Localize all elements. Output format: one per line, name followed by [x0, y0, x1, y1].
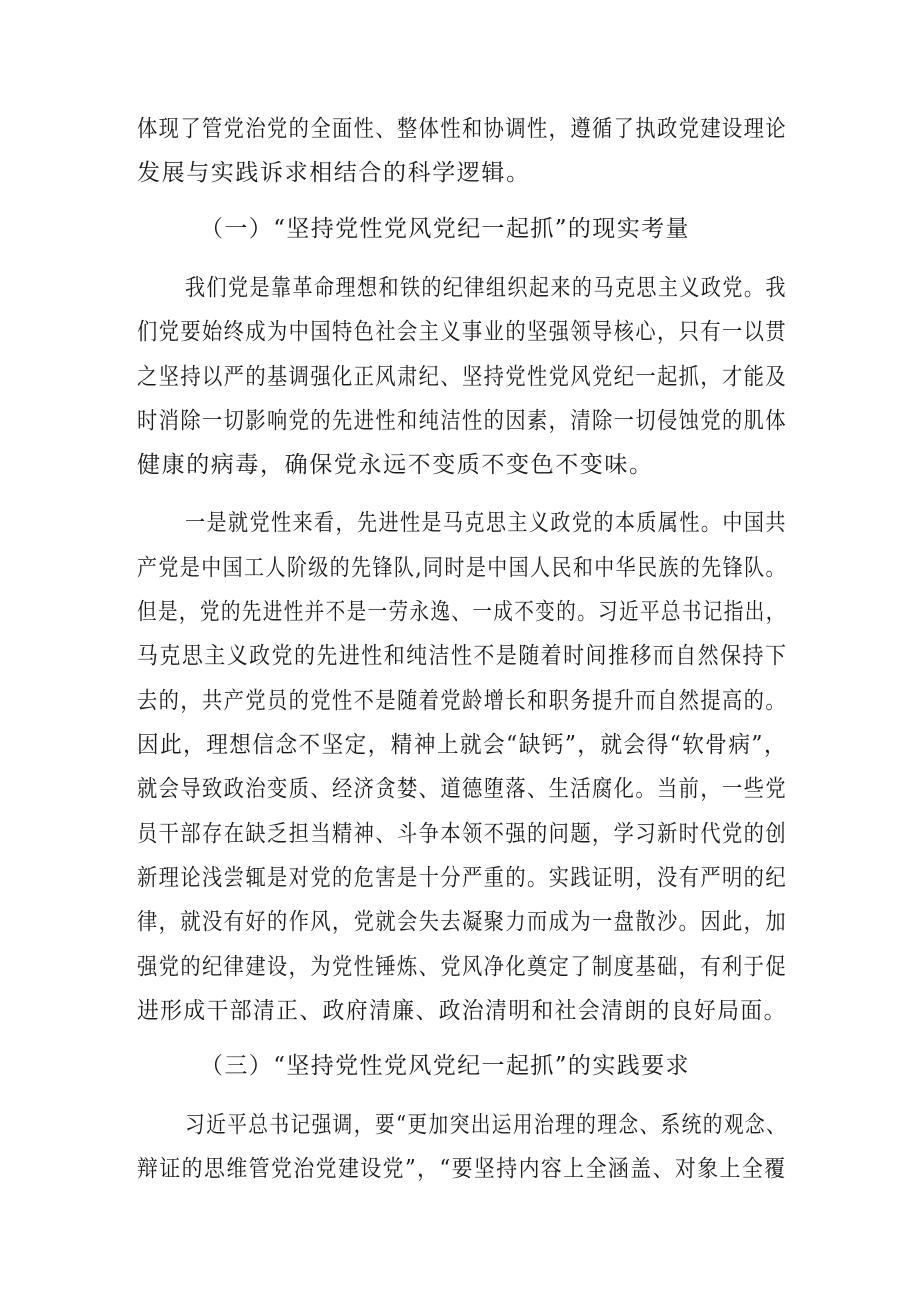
paragraph-line: 辩证的思维管党治党建设党”，“要坚持内容上全涵盖、对象上全覆 — [137, 1156, 787, 1182]
paragraph-line: 但是，党的先进性并不是一劳永逸、一成不变的。习近平总书记指出， — [137, 599, 787, 625]
paragraph-line: 新理论浅尝辄是对党的危害是十分严重的。实践证明，没有严明的纪 — [137, 865, 787, 891]
paragraph-line: 们党要始终成为中国特色社会主义事业的坚强领导核心，只有一以贯 — [137, 319, 787, 345]
paragraph-line: 强党的纪律建设，为党性锤炼、党风净化奠定了制度基础，有利于促 — [137, 954, 787, 980]
section-heading: （一）“坚持党性党风党纪一起抓”的现实考量 — [200, 216, 690, 242]
paragraph-line: 发展与实践诉求相结合的科学逻辑。 — [137, 160, 531, 186]
paragraph-line: 我们党是靠革命理想和铁的纪律组织起来的马克思主义政党。我 — [185, 275, 787, 301]
paragraph-line: 之坚持以严的基调强化正风肃纪、坚持党性党风党纪一起抓，才能及 — [137, 364, 787, 390]
paragraph-line: 产党是中国工人阶级的先锋队,同时是中国人民和中华民族的先锋队。 — [137, 555, 787, 581]
paragraph-line: 马克思主义政党的先进性和纯洁性不是随着时间推移而自然保持下 — [137, 643, 788, 669]
paragraph-line: 健康的病毒，确保党永远不变质不变色不变味。 — [137, 452, 654, 478]
paragraph-line: 去的，共产党员的党性不是随着党龄增长和职务提升而自然提高的。 — [137, 688, 787, 714]
paragraph-line: 律，就没有好的作风，党就会失去凝聚力而成为一盘散沙。因此，加 — [137, 909, 787, 935]
paragraph-line: 一是就党性来看，先进性是马克思主义政党的本质属性。中国共 — [185, 510, 787, 536]
paragraph-line: 体现了管党治党的全面性、整体性和协调性，遵循了执政党建设理论 — [137, 116, 787, 142]
paragraph-line: 因此，理想信念不坚定，精神上就会“缺钙”，就会得“软骨病”， — [137, 732, 788, 758]
paragraph-line: 就会导致政治变质、经济贪婪、道德堕落、生活腐化。当前，一些党 — [137, 776, 787, 802]
section-heading: （三）“坚持党性党风党纪一起抓”的实践要求 — [200, 1053, 690, 1079]
paragraph-line: 习近平总书记强调，要“更加突出运用治理的理念、系统的观念、 — [185, 1112, 788, 1138]
paragraph-line: 进形成干部清正、政府清廉、政治清明和社会清朗的良好局面。 — [137, 998, 787, 1024]
paragraph-line: 时消除一切影响党的先进性和纯洁性的因素，清除一切侵蚀党的肌体 — [137, 408, 787, 434]
paragraph-line: 员干部存在缺乏担当精神、斗争本领不强的问题，学习新时代党的创 — [137, 821, 787, 847]
